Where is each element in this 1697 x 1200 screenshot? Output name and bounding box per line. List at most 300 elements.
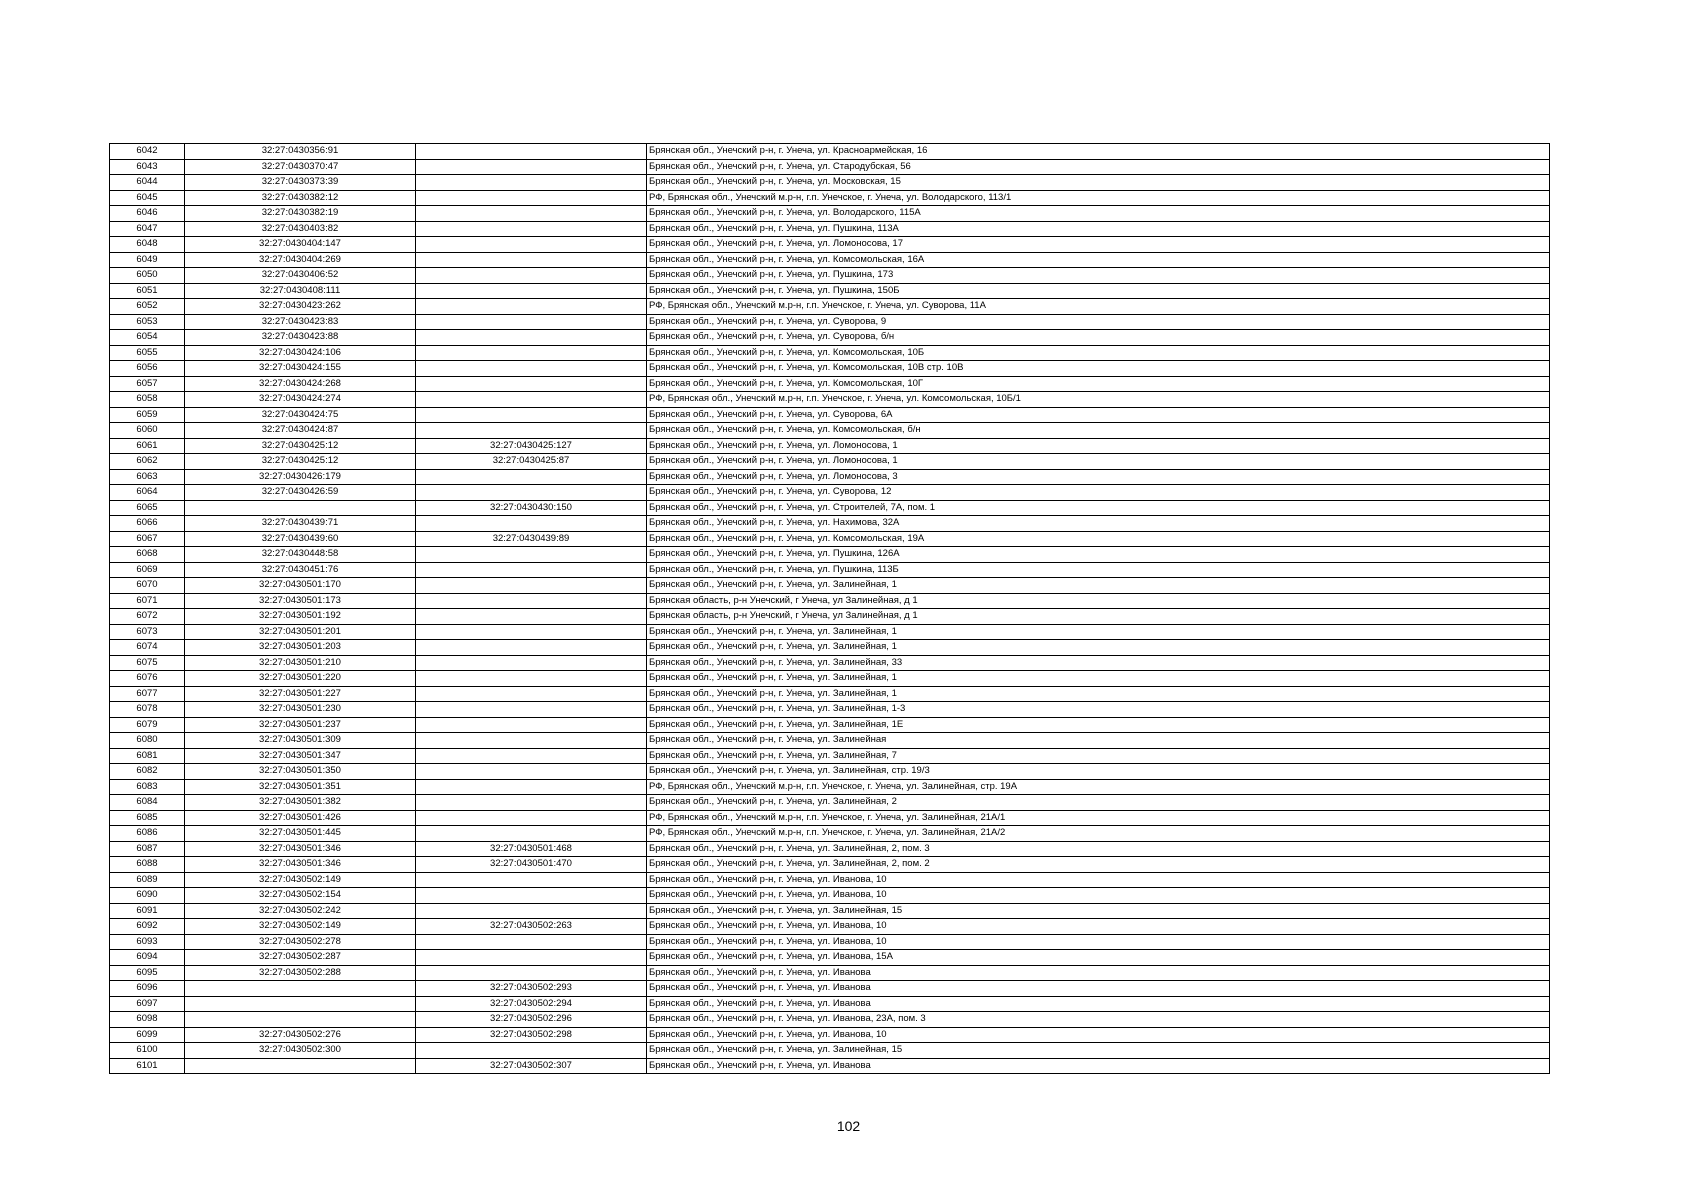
cadastral-number-cell: 32:27:0430501:170 xyxy=(185,578,416,594)
row-number-cell: 6055 xyxy=(110,345,185,361)
table-row xyxy=(110,903,1550,919)
address-cell: Брянская обл., Унечский р-н, г. Унеча, ул. Комсомольская, 10Б xyxy=(647,345,1550,361)
address-cell: Брянская обл., Унечский р-н, г. Унеча, ул. Залинейная, 1 xyxy=(647,640,1550,656)
table-row xyxy=(110,407,1550,423)
address-cell: Брянская обл., Унечский р-н, г. Унеча, ул. Иванова xyxy=(647,981,1550,997)
table-row xyxy=(110,531,1550,547)
cadastral-number-cell: 32:27:0430404:147 xyxy=(185,237,416,253)
cadastral-number-cell: 32:27:0430502:278 xyxy=(185,934,416,950)
related-cadastral-number-cell xyxy=(416,593,647,609)
table-row xyxy=(110,950,1550,966)
row-number-cell: 6090 xyxy=(110,888,185,904)
address-cell: Брянская обл., Унечский р-н, г. Унеча, ул. Иванова, 10 xyxy=(647,1027,1550,1043)
row-number-cell: 6067 xyxy=(110,531,185,547)
related-cadastral-number-cell xyxy=(416,888,647,904)
row-number-cell: 6082 xyxy=(110,764,185,780)
registry-table xyxy=(109,143,1550,1074)
row-number-cell: 6053 xyxy=(110,314,185,330)
related-cadastral-number-cell: 32:27:0430425:127 xyxy=(416,438,647,454)
address-cell: Брянская обл., Унечский р-н, г. Унеча, ул. Иванова xyxy=(647,965,1550,981)
related-cadastral-number-cell xyxy=(416,330,647,346)
address-cell: Брянская обл., Унечский р-н, г. Унеча, ул. Залинейная, 2, пом. 2 xyxy=(647,857,1550,873)
table-row xyxy=(110,872,1550,888)
address-cell: Брянская обл., Унечский р-н, г. Унеча, ул. Пушкина, 150Б xyxy=(647,283,1550,299)
row-number-cell: 6081 xyxy=(110,748,185,764)
table-row xyxy=(110,345,1550,361)
address-cell: Брянская область, р-н Унечский, г Унеча, ул Залинейная, д 1 xyxy=(647,593,1550,609)
cadastral-number-cell: 32:27:0430426:179 xyxy=(185,469,416,485)
related-cadastral-number-cell: 32:27:0430425:87 xyxy=(416,454,647,470)
cadastral-number-cell: 32:27:0430502:276 xyxy=(185,1027,416,1043)
related-cadastral-number-cell xyxy=(416,950,647,966)
cadastral-number-cell: 32:27:0430408:111 xyxy=(185,283,416,299)
table-row xyxy=(110,1012,1550,1028)
cadastral-number-cell: 32:27:0430501:220 xyxy=(185,671,416,687)
address-cell: Брянская обл., Унечский р-н, г. Унеча, ул. Залинейная, 7 xyxy=(647,748,1550,764)
address-cell: Брянская обл., Унечский р-н, г. Унеча, ул. Ломоносова, 1 xyxy=(647,454,1550,470)
table-row xyxy=(110,686,1550,702)
table-row xyxy=(110,221,1550,237)
row-number-cell: 6064 xyxy=(110,485,185,501)
row-number-cell: 6085 xyxy=(110,810,185,826)
table-row xyxy=(110,795,1550,811)
table-row xyxy=(110,748,1550,764)
row-number-cell: 6083 xyxy=(110,779,185,795)
cadastral-number-cell: 32:27:0430502:242 xyxy=(185,903,416,919)
row-number-cell: 6093 xyxy=(110,934,185,950)
row-number-cell: 6065 xyxy=(110,500,185,516)
table-row xyxy=(110,562,1550,578)
cadastral-number-cell: 32:27:0430502:287 xyxy=(185,950,416,966)
address-cell: Брянская обл., Унечский р-н, г. Унеча, ул. Залинейная, 15 xyxy=(647,903,1550,919)
row-number-cell: 6058 xyxy=(110,392,185,408)
related-cadastral-number-cell xyxy=(416,314,647,330)
cadastral-number-cell xyxy=(185,981,416,997)
table-row xyxy=(110,981,1550,997)
cadastral-number-cell: 32:27:0430501:201 xyxy=(185,624,416,640)
row-number-cell: 6095 xyxy=(110,965,185,981)
cadastral-number-cell: 32:27:0430501:347 xyxy=(185,748,416,764)
address-cell: Брянская обл., Унечский р-н, г. Унеча, ул. Пушкина, 126А xyxy=(647,547,1550,563)
address-cell: Брянская обл., Унечский р-н, г. Унеча, ул. Комсомольская, 10В стр. 10В xyxy=(647,361,1550,377)
address-cell: Брянская обл., Унечский р-н, г. Унеча, ул. Комсомольская, 19А xyxy=(647,531,1550,547)
table-row xyxy=(110,1043,1550,1059)
table-row xyxy=(110,888,1550,904)
row-number-cell: 6099 xyxy=(110,1027,185,1043)
cadastral-number-cell: 32:27:0430502:149 xyxy=(185,919,416,935)
table-row xyxy=(110,314,1550,330)
cadastral-number-cell: 32:27:0430424:87 xyxy=(185,423,416,439)
cadastral-number-cell: 32:27:0430370:47 xyxy=(185,159,416,175)
table-row xyxy=(110,485,1550,501)
table-row xyxy=(110,764,1550,780)
table-row xyxy=(110,655,1550,671)
address-cell: Брянская обл., Унечский р-н, г. Унеча, ул. Володарского, 115А xyxy=(647,206,1550,222)
cadastral-number-cell: 32:27:0430424:106 xyxy=(185,345,416,361)
row-number-cell: 6063 xyxy=(110,469,185,485)
address-cell: Брянская обл., Унечский р-н, г. Унеча, ул. Иванова, 10 xyxy=(647,919,1550,935)
address-cell: Брянская обл., Унечский р-н, г. Унеча, ул. Московская, 15 xyxy=(647,175,1550,191)
cadastral-number-cell: 32:27:0430423:88 xyxy=(185,330,416,346)
table-row xyxy=(110,206,1550,222)
cadastral-number-cell: 32:27:0430356:91 xyxy=(185,144,416,160)
row-number-cell: 6047 xyxy=(110,221,185,237)
cadastral-number-cell: 32:27:0430439:71 xyxy=(185,516,416,532)
table-row xyxy=(110,1058,1550,1074)
address-cell: Брянская обл., Унечский р-н, г. Унеча, ул. Комсомольская, б/н xyxy=(647,423,1550,439)
table-row xyxy=(110,1027,1550,1043)
row-number-cell: 6057 xyxy=(110,376,185,392)
cadastral-number-cell: 32:27:0430425:12 xyxy=(185,454,416,470)
row-number-cell: 6101 xyxy=(110,1058,185,1074)
row-number-cell: 6096 xyxy=(110,981,185,997)
row-number-cell: 6071 xyxy=(110,593,185,609)
address-cell: Брянская обл., Унечский р-н, г. Унеча, ул. Иванова, 10 xyxy=(647,872,1550,888)
table-row xyxy=(110,624,1550,640)
related-cadastral-number-cell: 32:27:0430502:293 xyxy=(416,981,647,997)
cadastral-number-cell: 32:27:0430423:83 xyxy=(185,314,416,330)
address-cell: РФ, Брянская обл., Унечский м.р-н, г.п. Унечское, г. Унеча, ул. Комсомольская, 10Б/1 xyxy=(647,392,1550,408)
table-row xyxy=(110,609,1550,625)
cadastral-number-cell: 32:27:0430501:382 xyxy=(185,795,416,811)
address-cell: Брянская обл., Унечский р-н, г. Унеча, ул. Ломоносова, 1 xyxy=(647,438,1550,454)
cadastral-number-cell: 32:27:0430501:203 xyxy=(185,640,416,656)
related-cadastral-number-cell xyxy=(416,237,647,253)
cadastral-number-cell: 32:27:0430501:445 xyxy=(185,826,416,842)
related-cadastral-number-cell xyxy=(416,159,647,175)
table-row xyxy=(110,438,1550,454)
table-row xyxy=(110,965,1550,981)
address-cell: РФ, Брянская обл., Унечский м.р-н, г.п. Унечское, г. Унеча, ул. Залинейная, 21А/2 xyxy=(647,826,1550,842)
table-row xyxy=(110,423,1550,439)
address-cell: Брянская обл., Унечский р-н, г. Унеча, ул. Пушкина, 113А xyxy=(647,221,1550,237)
related-cadastral-number-cell xyxy=(416,423,647,439)
related-cadastral-number-cell xyxy=(416,407,647,423)
address-cell: Брянская обл., Унечский р-н, г. Унеча, ул. Залинейная, 33 xyxy=(647,655,1550,671)
row-number-cell: 6086 xyxy=(110,826,185,842)
cadastral-number-cell: 32:27:0430426:59 xyxy=(185,485,416,501)
table-row xyxy=(110,330,1550,346)
row-number-cell: 6088 xyxy=(110,857,185,873)
address-cell: Брянская обл., Унечский р-н, г. Унеча, ул. Пушкина, 113Б xyxy=(647,562,1550,578)
table-row xyxy=(110,593,1550,609)
table-row xyxy=(110,996,1550,1012)
related-cadastral-number-cell xyxy=(416,268,647,284)
related-cadastral-number-cell: 32:27:0430430:150 xyxy=(416,500,647,516)
address-cell: Брянская область, р-н Унечский, г Унеча, ул Залинейная, д 1 xyxy=(647,609,1550,625)
row-number-cell: 6051 xyxy=(110,283,185,299)
cadastral-number-cell: 32:27:0430501:426 xyxy=(185,810,416,826)
related-cadastral-number-cell xyxy=(416,190,647,206)
address-cell: Брянская обл., Унечский р-н, г. Унеча, ул. Пушкина, 173 xyxy=(647,268,1550,284)
cadastral-number-cell: 32:27:0430423:262 xyxy=(185,299,416,315)
cadastral-number-cell: 32:27:0430451:76 xyxy=(185,562,416,578)
row-number-cell: 6100 xyxy=(110,1043,185,1059)
address-cell: Брянская обл., Унечский р-н, г. Унеча, ул. Иванова, 15А xyxy=(647,950,1550,966)
address-cell: Брянская обл., Унечский р-н, г. Унеча, ул. Комсомольская, 16А xyxy=(647,252,1550,268)
related-cadastral-number-cell: 32:27:0430501:470 xyxy=(416,857,647,873)
table-row xyxy=(110,500,1550,516)
row-number-cell: 6044 xyxy=(110,175,185,191)
row-number-cell: 6079 xyxy=(110,717,185,733)
cadastral-number-cell: 32:27:0430501:346 xyxy=(185,841,416,857)
row-number-cell: 6073 xyxy=(110,624,185,640)
related-cadastral-number-cell xyxy=(416,1043,647,1059)
row-number-cell: 6068 xyxy=(110,547,185,563)
related-cadastral-number-cell xyxy=(416,221,647,237)
related-cadastral-number-cell xyxy=(416,748,647,764)
cadastral-number-cell xyxy=(185,996,416,1012)
related-cadastral-number-cell xyxy=(416,252,647,268)
address-cell: Брянская обл., Унечский р-н, г. Унеча, ул. Стародубская, 56 xyxy=(647,159,1550,175)
table-row xyxy=(110,841,1550,857)
row-number-cell: 6092 xyxy=(110,919,185,935)
row-number-cell: 6059 xyxy=(110,407,185,423)
related-cadastral-number-cell: 32:27:0430502:263 xyxy=(416,919,647,935)
row-number-cell: 6060 xyxy=(110,423,185,439)
table-row xyxy=(110,144,1550,160)
row-number-cell: 6072 xyxy=(110,609,185,625)
address-cell: Брянская обл., Унечский р-н, г. Унеча, ул. Залинейная, стр. 19/3 xyxy=(647,764,1550,780)
address-cell: Брянская обл., Унечский р-н, г. Унеча, ул. Ломоносова, 17 xyxy=(647,237,1550,253)
address-cell: Брянская обл., Унечский р-н, г. Унеча, ул. Залинейная, 1 xyxy=(647,624,1550,640)
table-row xyxy=(110,237,1550,253)
address-cell: Брянская обл., Унечский р-н, г. Унеча, ул. Иванова xyxy=(647,996,1550,1012)
row-number-cell: 6075 xyxy=(110,655,185,671)
related-cadastral-number-cell xyxy=(416,826,647,842)
row-number-cell: 6076 xyxy=(110,671,185,687)
table-row xyxy=(110,159,1550,175)
address-cell: Брянская обл., Унечский р-н, г. Унеча, ул. Комсомольская, 10Г xyxy=(647,376,1550,392)
row-number-cell: 6042 xyxy=(110,144,185,160)
address-cell: РФ, Брянская обл., Унечский м.р-н, г.п. Унечское, г. Унеча, ул. Залинейная, 21А/1 xyxy=(647,810,1550,826)
table-row xyxy=(110,717,1550,733)
cadastral-number-cell xyxy=(185,1012,416,1028)
cadastral-number-cell: 32:27:0430382:19 xyxy=(185,206,416,222)
table-row xyxy=(110,826,1550,842)
related-cadastral-number-cell xyxy=(416,392,647,408)
related-cadastral-number-cell xyxy=(416,562,647,578)
table-row xyxy=(110,361,1550,377)
cadastral-number-cell: 32:27:0430502:149 xyxy=(185,872,416,888)
row-number-cell: 6077 xyxy=(110,686,185,702)
related-cadastral-number-cell xyxy=(416,795,647,811)
cadastral-number-cell: 32:27:0430424:274 xyxy=(185,392,416,408)
row-number-cell: 6098 xyxy=(110,1012,185,1028)
cadastral-number-cell: 32:27:0430501:227 xyxy=(185,686,416,702)
table-row xyxy=(110,175,1550,191)
cadastral-number-cell: 32:27:0430448:58 xyxy=(185,547,416,563)
row-number-cell: 6069 xyxy=(110,562,185,578)
cadastral-number-cell: 32:27:0430502:300 xyxy=(185,1043,416,1059)
table-row xyxy=(110,810,1550,826)
related-cadastral-number-cell xyxy=(416,578,647,594)
table-row xyxy=(110,640,1550,656)
related-cadastral-number-cell xyxy=(416,345,647,361)
address-cell: Брянская обл., Унечский р-н, г. Унеча, ул. Залинейная, 2, пом. 3 xyxy=(647,841,1550,857)
related-cadastral-number-cell xyxy=(416,764,647,780)
related-cadastral-number-cell xyxy=(416,934,647,950)
table-row xyxy=(110,733,1550,749)
related-cadastral-number-cell xyxy=(416,175,647,191)
row-number-cell: 6045 xyxy=(110,190,185,206)
related-cadastral-number-cell xyxy=(416,361,647,377)
related-cadastral-number-cell xyxy=(416,686,647,702)
row-number-cell: 6078 xyxy=(110,702,185,718)
table-row xyxy=(110,934,1550,950)
row-number-cell: 6089 xyxy=(110,872,185,888)
table-row xyxy=(110,547,1550,563)
address-cell: РФ, Брянская обл., Унечский м.р-н, г.п. Унечское, г. Унеча, ул. Суворова, 11А xyxy=(647,299,1550,315)
row-number-cell: 6074 xyxy=(110,640,185,656)
row-number-cell: 6056 xyxy=(110,361,185,377)
address-cell: Брянская обл., Унечский р-н, г. Унеча, ул. Ломоносова, 3 xyxy=(647,469,1550,485)
cadastral-number-cell: 32:27:0430424:155 xyxy=(185,361,416,377)
related-cadastral-number-cell xyxy=(416,624,647,640)
cadastral-number-cell: 32:27:0430404:269 xyxy=(185,252,416,268)
table-row xyxy=(110,857,1550,873)
address-cell: Брянская обл., Унечский р-н, г. Унеча, ул. Суворова, 6А xyxy=(647,407,1550,423)
row-number-cell: 6052 xyxy=(110,299,185,315)
related-cadastral-number-cell xyxy=(416,903,647,919)
table-row xyxy=(110,454,1550,470)
table-row xyxy=(110,190,1550,206)
related-cadastral-number-cell xyxy=(416,671,647,687)
address-cell: Брянская обл., Унечский р-н, г. Унеча, ул. Залинейная, 15 xyxy=(647,1043,1550,1059)
table-row xyxy=(110,516,1550,532)
related-cadastral-number-cell: 32:27:0430502:307 xyxy=(416,1058,647,1074)
row-number-cell: 6062 xyxy=(110,454,185,470)
cadastral-number-cell: 32:27:0430501:350 xyxy=(185,764,416,780)
table-row xyxy=(110,268,1550,284)
row-number-cell: 6097 xyxy=(110,996,185,1012)
related-cadastral-number-cell xyxy=(416,299,647,315)
row-number-cell: 6043 xyxy=(110,159,185,175)
address-cell: Брянская обл., Унечский р-н, г. Унеча, ул. Нахимова, 32А xyxy=(647,516,1550,532)
related-cadastral-number-cell xyxy=(416,702,647,718)
related-cadastral-number-cell xyxy=(416,206,647,222)
registry-table-body xyxy=(110,144,1550,1074)
cadastral-number-cell: 32:27:0430403:82 xyxy=(185,221,416,237)
address-cell: Брянская обл., Унечский р-н, г. Унеча, ул. Залинейная, 1Е xyxy=(647,717,1550,733)
related-cadastral-number-cell xyxy=(416,485,647,501)
row-number-cell: 6050 xyxy=(110,268,185,284)
address-cell: Брянская обл., Унечский р-н, г. Унеча, ул. Залинейная, 1 xyxy=(647,686,1550,702)
row-number-cell: 6087 xyxy=(110,841,185,857)
related-cadastral-number-cell xyxy=(416,469,647,485)
related-cadastral-number-cell xyxy=(416,872,647,888)
address-cell: Брянская обл., Унечский р-н, г. Унеча, ул. Иванова, 10 xyxy=(647,888,1550,904)
cadastral-number-cell xyxy=(185,500,416,516)
related-cadastral-number-cell xyxy=(416,779,647,795)
table-row xyxy=(110,671,1550,687)
table-row xyxy=(110,392,1550,408)
cadastral-number-cell: 32:27:0430501:210 xyxy=(185,655,416,671)
row-number-cell: 6048 xyxy=(110,237,185,253)
cadastral-number-cell: 32:27:0430424:75 xyxy=(185,407,416,423)
address-cell: РФ, Брянская обл., Унечский м.р-н, г.п. Унечское, г. Унеча, ул. Володарского, 113/1 xyxy=(647,190,1550,206)
cadastral-number-cell: 32:27:0430501:351 xyxy=(185,779,416,795)
address-cell: Брянская обл., Унечский р-н, г. Унеча, ул. Залинейная xyxy=(647,733,1550,749)
row-number-cell: 6061 xyxy=(110,438,185,454)
related-cadastral-number-cell: 32:27:0430501:468 xyxy=(416,841,647,857)
row-number-cell: 6094 xyxy=(110,950,185,966)
related-cadastral-number-cell: 32:27:0430502:296 xyxy=(416,1012,647,1028)
related-cadastral-number-cell xyxy=(416,640,647,656)
cadastral-number-cell: 32:27:0430382:12 xyxy=(185,190,416,206)
address-cell: РФ, Брянская обл., Унечский м.р-н, г.п. Унечское, г. Унеча, ул. Залинейная, стр. 19А xyxy=(647,779,1550,795)
cadastral-number-cell: 32:27:0430439:60 xyxy=(185,531,416,547)
address-cell: Брянская обл., Унечский р-н, г. Унеча, ул. Красноармейская, 16 xyxy=(647,144,1550,160)
cadastral-number-cell xyxy=(185,1058,416,1074)
related-cadastral-number-cell xyxy=(416,810,647,826)
related-cadastral-number-cell xyxy=(416,733,647,749)
cadastral-number-cell: 32:27:0430501:173 xyxy=(185,593,416,609)
row-number-cell: 6049 xyxy=(110,252,185,268)
related-cadastral-number-cell xyxy=(416,516,647,532)
cadastral-number-cell: 32:27:0430501:192 xyxy=(185,609,416,625)
table-row xyxy=(110,283,1550,299)
related-cadastral-number-cell xyxy=(416,609,647,625)
cadastral-number-cell: 32:27:0430406:52 xyxy=(185,268,416,284)
cadastral-number-cell: 32:27:0430373:39 xyxy=(185,175,416,191)
related-cadastral-number-cell xyxy=(416,144,647,160)
cadastral-number-cell: 32:27:0430501:346 xyxy=(185,857,416,873)
table-row xyxy=(110,578,1550,594)
address-cell: Брянская обл., Унечский р-н, г. Унеча, ул. Иванова xyxy=(647,1058,1550,1074)
related-cadastral-number-cell: 32:27:0430502:298 xyxy=(416,1027,647,1043)
address-cell: Брянская обл., Унечский р-н, г. Унеча, ул. Иванова, 10 xyxy=(647,934,1550,950)
row-number-cell: 6054 xyxy=(110,330,185,346)
table-row xyxy=(110,469,1550,485)
address-cell: Брянская обл., Унечский р-н, г. Унеча, ул. Залинейная, 1 xyxy=(647,671,1550,687)
table-row xyxy=(110,252,1550,268)
related-cadastral-number-cell xyxy=(416,965,647,981)
cadastral-number-cell: 32:27:0430501:230 xyxy=(185,702,416,718)
address-cell: Брянская обл., Унечский р-н, г. Унеча, ул. Строителей, 7А, пом. 1 xyxy=(647,500,1550,516)
related-cadastral-number-cell xyxy=(416,655,647,671)
related-cadastral-number-cell: 32:27:0430502:294 xyxy=(416,996,647,1012)
related-cadastral-number-cell xyxy=(416,547,647,563)
row-number-cell: 6091 xyxy=(110,903,185,919)
row-number-cell: 6080 xyxy=(110,733,185,749)
row-number-cell: 6070 xyxy=(110,578,185,594)
row-number-cell: 6066 xyxy=(110,516,185,532)
table-row xyxy=(110,779,1550,795)
cadastral-number-cell: 32:27:0430502:154 xyxy=(185,888,416,904)
cadastral-number-cell: 32:27:0430501:237 xyxy=(185,717,416,733)
table-row xyxy=(110,376,1550,392)
page-number: 102 xyxy=(836,1118,861,1134)
related-cadastral-number-cell xyxy=(416,283,647,299)
table-row xyxy=(110,299,1550,315)
address-cell: Брянская обл., Унечский р-н, г. Унеча, ул. Залинейная, 1 xyxy=(647,578,1550,594)
cadastral-number-cell: 32:27:0430502:288 xyxy=(185,965,416,981)
address-cell: Брянская обл., Унечский р-н, г. Унеча, ул. Залинейная, 1-3 xyxy=(647,702,1550,718)
row-number-cell: 6084 xyxy=(110,795,185,811)
row-number-cell: 6046 xyxy=(110,206,185,222)
address-cell: Брянская обл., Унечский р-н, г. Унеча, ул. Суворова, б/н xyxy=(647,330,1550,346)
related-cadastral-number-cell xyxy=(416,376,647,392)
table-row xyxy=(110,702,1550,718)
related-cadastral-number-cell xyxy=(416,717,647,733)
cadastral-number-cell: 32:27:0430424:268 xyxy=(185,376,416,392)
address-cell: Брянская обл., Унечский р-н, г. Унеча, ул. Суворова, 9 xyxy=(647,314,1550,330)
cadastral-number-cell: 32:27:0430501:309 xyxy=(185,733,416,749)
table-row xyxy=(110,919,1550,935)
address-cell: Брянская обл., Унечский р-н, г. Унеча, ул. Иванова, 23А, пом. 3 xyxy=(647,1012,1550,1028)
cadastral-number-cell: 32:27:0430425:12 xyxy=(185,438,416,454)
